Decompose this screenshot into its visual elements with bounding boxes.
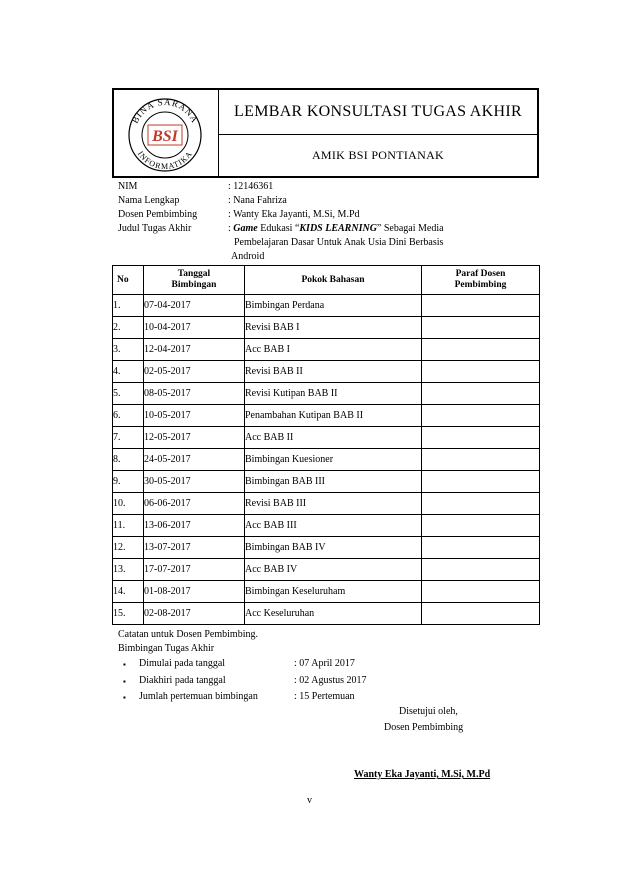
table-row: [113, 405, 540, 427]
row-topic: Bimbingan Perdana: [245, 295, 422, 317]
row-topic: Acc BAB IV: [245, 559, 422, 581]
row-signature: [422, 493, 540, 515]
table-row: [113, 449, 540, 471]
table-row: [113, 537, 540, 559]
row-topic: Penambahan Kutipan BAB II: [245, 405, 422, 427]
table-header-row: [113, 266, 540, 295]
row-number: 12.: [113, 537, 144, 559]
approved-by: Disetujui oleh,: [399, 706, 458, 717]
table-row: [113, 559, 540, 581]
row-topic: Bimbingan Kuesioner: [245, 449, 422, 471]
thesis-prefix: :: [228, 223, 231, 234]
row-number: 4.: [113, 361, 144, 383]
row-number: 8.: [113, 449, 144, 471]
row-number: 6.: [113, 405, 144, 427]
row-date: 10-05-2017: [144, 405, 245, 427]
row-date: 01-08-2017: [144, 581, 245, 603]
meeting-count-label: Jumlah pertemuan bimbingan: [139, 691, 258, 702]
logo-top-text: BINA SARANA: [129, 96, 201, 125]
thesis-label: Judul Tugas Akhir: [118, 223, 192, 234]
row-date: 12-05-2017: [144, 427, 245, 449]
header-box: [112, 88, 539, 178]
row-date: 02-08-2017: [144, 603, 245, 625]
name-label: Nama Lengkap: [118, 195, 180, 206]
thesis-game: Game: [233, 223, 258, 234]
row-signature: [422, 383, 540, 405]
thesis-title-line2: Pembelajaran Dasar Untuk Anak Usia Dini Berbasis: [234, 237, 444, 248]
document-title: LEMBAR KONSULTASI TUGAS AKHIR: [219, 90, 537, 135]
row-signature: [422, 515, 540, 537]
row-signature: [422, 559, 540, 581]
col-header-topic: Pokok Bahasan: [245, 266, 422, 295]
row-number: 2.: [113, 317, 144, 339]
bullet-icon: ▪: [123, 660, 126, 669]
name-value: : Nana Fahriza: [228, 195, 287, 206]
thesis-title-line3: Android: [231, 251, 265, 262]
row-topic: Acc Keseluruhan: [245, 603, 422, 625]
row-date: 08-05-2017: [144, 383, 245, 405]
row-signature: [422, 427, 540, 449]
meeting-count-value: : 15 Pertemuan: [294, 691, 355, 702]
table-row: [113, 295, 540, 317]
row-signature: [422, 405, 540, 427]
row-date: 13-07-2017: [144, 537, 245, 559]
row-signature: [422, 339, 540, 361]
start-date-label: Dimulai pada tanggal: [139, 658, 226, 669]
advisor-value: : Wanty Eka Jayanti, M.Si, M.Pd: [228, 209, 360, 220]
row-topic: Revisi Kutipan BAB II: [245, 383, 422, 405]
col-header-date: [144, 266, 245, 295]
end-date-label: Diakhiri pada tanggal: [139, 675, 226, 686]
row-signature: [422, 449, 540, 471]
row-number: 10.: [113, 493, 144, 515]
row-topic: Acc BAB II: [245, 427, 422, 449]
signer-name: Wanty Eka Jayanti, M.Si, M.Pd: [354, 769, 491, 780]
row-topic: Revisi BAB II: [245, 361, 422, 383]
notes-heading: Catatan untuk Dosen Pembimbing.: [118, 629, 258, 640]
row-topic: Acc BAB I: [245, 339, 422, 361]
row-signature: [422, 537, 540, 559]
table-row: [113, 493, 540, 515]
table-row: [113, 581, 540, 603]
thesis-title-line1: [228, 223, 444, 235]
row-signature: [422, 581, 540, 603]
svg-text:BINA SARANA: [130, 97, 200, 125]
row-number: 9.: [113, 471, 144, 493]
table-row: [113, 339, 540, 361]
bsi-logo-icon: [121, 95, 209, 173]
advisor-label: Dosen Pembimbing: [118, 209, 198, 220]
row-signature: [422, 295, 540, 317]
bullet-icon: ▪: [123, 677, 126, 686]
row-number: 3.: [113, 339, 144, 361]
row-topic: Revisi BAB I: [245, 317, 422, 339]
col-header-no: No: [113, 266, 144, 295]
row-signature: [422, 471, 540, 493]
col-header-signature: [422, 266, 540, 295]
row-number: 5.: [113, 383, 144, 405]
row-number: 15.: [113, 603, 144, 625]
svg-text:INFORMATIKA: [136, 149, 195, 171]
logo-bottom-text: INFORMATIKA: [135, 149, 195, 172]
consultation-table: [112, 265, 540, 625]
end-date-value: : 02 Agustus 2017: [294, 675, 367, 686]
row-signature: [422, 317, 540, 339]
row-topic: Acc BAB III: [245, 515, 422, 537]
row-date: 07-04-2017: [144, 295, 245, 317]
row-topic: Bimbingan BAB IV: [245, 537, 422, 559]
row-date: 02-05-2017: [144, 361, 245, 383]
table-row: [113, 317, 540, 339]
row-signature: [422, 603, 540, 625]
nim-value: : 12146361: [228, 181, 274, 192]
table-row: [113, 427, 540, 449]
row-date: 17-07-2017: [144, 559, 245, 581]
col-header-date-line1: Tanggal: [177, 269, 211, 279]
table-row: [113, 361, 540, 383]
row-date: 30-05-2017: [144, 471, 245, 493]
thesis-kids: KIDS LEARNING: [299, 223, 377, 234]
row-date: 06-06-2017: [144, 493, 245, 515]
row-topic: Bimbingan Keseluruham: [245, 581, 422, 603]
institution-name: AMIK BSI PONTIANAK: [311, 148, 445, 162]
col-header-sign-line1: Paraf Dosen: [455, 269, 506, 279]
row-date: 13-06-2017: [144, 515, 245, 537]
row-number: 13.: [113, 559, 144, 581]
table-row: [113, 471, 540, 493]
row-signature: [422, 361, 540, 383]
row-number: 11.: [113, 515, 144, 537]
col-header-date-line2: Bimbingan: [171, 280, 217, 290]
row-number: 7.: [113, 427, 144, 449]
col-header-sign-line2: Pembimbing: [454, 280, 507, 290]
row-date: 12-04-2017: [144, 339, 245, 361]
thesis-rest: ” Sebagai Media: [376, 223, 444, 234]
bullet-icon: ▪: [123, 693, 126, 702]
row-number: 14.: [113, 581, 144, 603]
start-date-value: : 07 April 2017: [294, 658, 355, 669]
notes-subheading: Bimbingan Tugas Akhir: [118, 643, 215, 654]
table-row: [113, 515, 540, 537]
row-date: 10-04-2017: [144, 317, 245, 339]
table-row: [113, 383, 540, 405]
row-number: 1.: [113, 295, 144, 317]
nim-label: NIM: [118, 181, 138, 192]
row-topic: Bimbingan BAB III: [245, 471, 422, 493]
row-topic: Revisi BAB III: [245, 493, 422, 515]
table-row: [113, 603, 540, 625]
thesis-mid: Edukasi “: [257, 223, 300, 234]
footer-mark: v: [307, 795, 312, 806]
logo-mark: BSI: [152, 128, 178, 145]
signer-role: Dosen Pembimbing: [384, 722, 464, 733]
logo-cell: [114, 90, 219, 176]
row-date: 24-05-2017: [144, 449, 245, 471]
